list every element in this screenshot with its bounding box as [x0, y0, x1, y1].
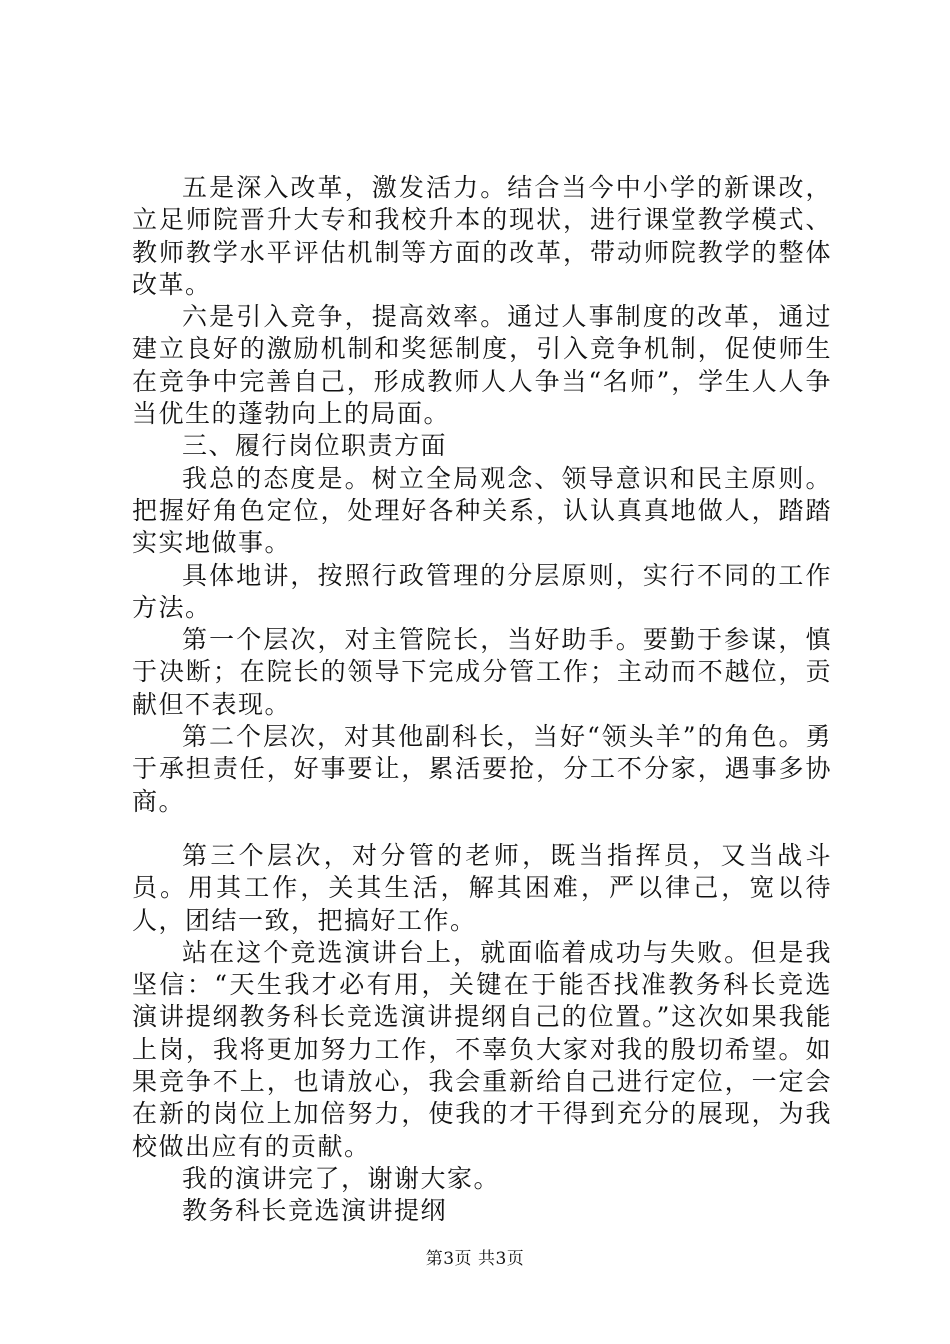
section-heading-duties: 三、履行岗位职责方面 [182, 431, 448, 461]
paragraph-method: 具体地讲，按照行政管理的分层原则，实行不同的工作方法。 [132, 560, 832, 622]
paragraph-level-two: 第二个层次，对其他副科长，当好“领头羊”的角色。勇于承担责任，好事要让，累活要抢，分工不分家，遇事多协商。 [132, 722, 832, 816]
paragraph-title-line: 教务科长竞选演讲提纲 [182, 1196, 448, 1226]
paragraph-competition: 六是引入竞争，提高效率。通过人事制度的改革，通过建立良好的激励机制和奖惩制度，引入竞争机制，促使师生在竞争中完善自己，形成教师人人争当“名师”，学生人人争当优生的蓬勃向上的局面。 [132, 302, 832, 429]
paragraph-level-three: 第三个层次，对分管的老师，既当指挥员，又当战斗员。用其工作，关其生活，解其困难，严以律己，宽以待人，团结一致，把搞好工作。 [132, 840, 832, 935]
paragraph-closing: 我的演讲完了，谢谢大家。 [182, 1163, 501, 1193]
page-footer: 第3页 共3页 [425, 1249, 525, 1269]
paragraph-reform: 五是深入改革，激发活力。结合当今中小学的新课改，立足师院晋升大专和我校升本的现状，进行课堂教学模式、教师教学水平评估机制等方面的改革，带动师院教学的整体改革。 [132, 173, 832, 299]
paragraph-attitude: 我总的态度是。树立全局观念、领导意识和民主原则。把握好角色定位，处理好各种关系，认认真真地做人，踏踏实实地做事。 [132, 463, 832, 558]
document-body [132, 172, 832, 1228]
paragraph-level-one: 第一个层次，对主管院长，当好助手。要勤于参谋，慎于决断；在院长的领导下完成分管工作；主动而不越位，贡献但不表现。 [132, 625, 832, 719]
paragraph-podium: 站在这个竞选演讲台上，就面临着成功与失败。但是我坚信：“天生我才必有用，关键在于能否找准教务科长竞选演讲提纲教务科长竞选演讲提纲自己的位置。”这次如果我能上岗，我将更加努力工作，不辜负大家对我的殷切希望。如果竞争不上，也请放心，我会重新给自己进行定位，一定会在新的岗位上加倍努力，使我的才干得到充分的展现，为我校做出应有的贡献。 [132, 937, 832, 1161]
